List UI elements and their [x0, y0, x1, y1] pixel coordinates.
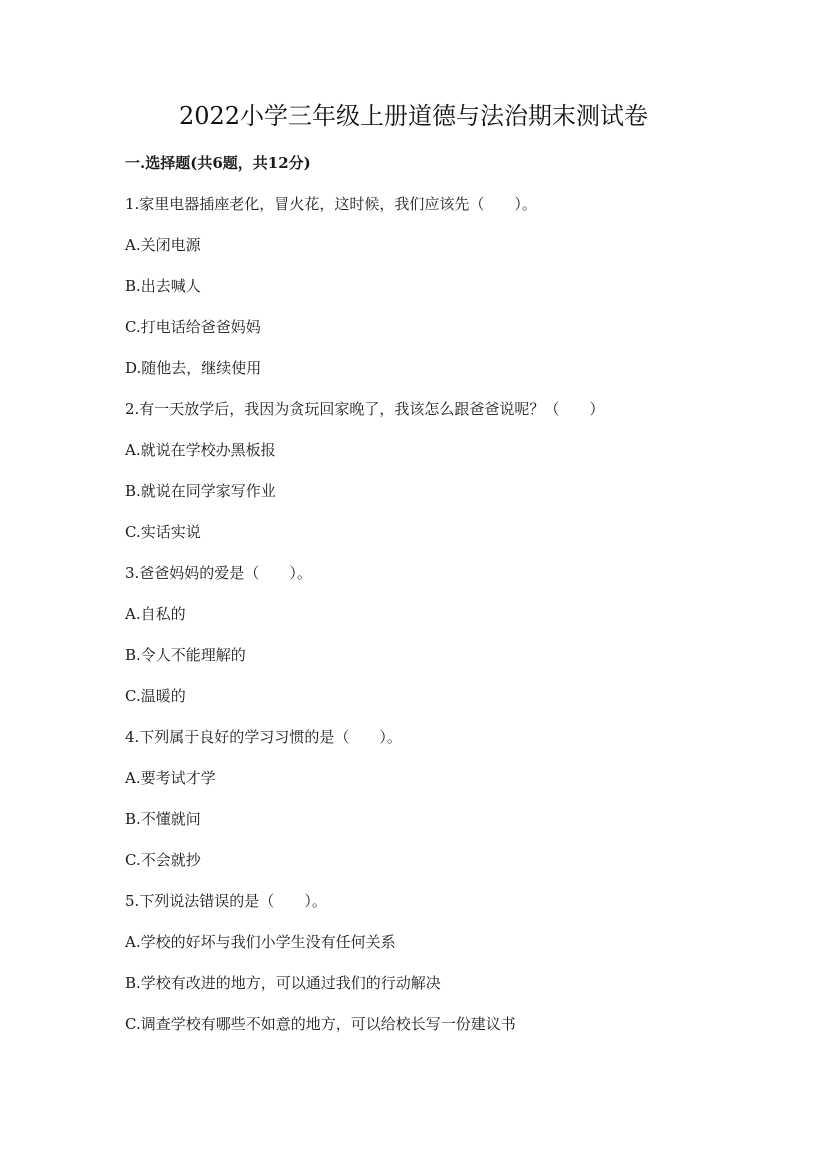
answer-option: B.就说在同学家写作业 — [125, 482, 276, 500]
answer-option: A.要考试才学 — [125, 769, 216, 787]
question-stem: 5.下列说法错误的是（ ）。 — [125, 892, 327, 910]
answer-option: C.不会就抄 — [125, 851, 201, 869]
question-block — [125, 722, 745, 886]
exam-content — [125, 148, 745, 1050]
question-stem: 2.有一天放学后，我因为贪玩回家晚了，我该怎么跟爸爸说呢？（ ） — [125, 400, 605, 418]
answer-option: B.令人不能理解的 — [125, 646, 246, 664]
answer-option: A.自私的 — [125, 605, 186, 623]
answer-option: B.不懂就问 — [125, 810, 201, 828]
answer-option: A.就说在学校办黑板报 — [125, 441, 276, 459]
answer-option: A.学校的好坏与我们小学生没有任何关系 — [125, 933, 396, 951]
page-title: 2022小学三年级上册道德与法治期末测试卷 — [178, 102, 649, 130]
question-stem: 3.爸爸妈妈的爱是（ ）。 — [125, 564, 312, 582]
question-stem: 4.下列属于良好的学习习惯的是（ ）。 — [125, 728, 402, 746]
question-block — [125, 189, 745, 394]
answer-option: C.打电话给爸爸妈妈 — [125, 318, 261, 336]
answer-option: A.关闭电源 — [125, 236, 201, 254]
answer-option: C.实话实说 — [125, 523, 201, 541]
answer-option: C.温暖的 — [125, 687, 186, 705]
question-block — [125, 394, 745, 558]
answer-option: D.随他去，继续使用 — [125, 359, 262, 377]
answer-option: B.学校有改进的地方，可以通过我们的行动解决 — [125, 974, 441, 992]
section-heading: 一.选择题(共6题，共12分) — [125, 154, 311, 172]
question-block — [125, 558, 745, 722]
question-stem: 1.家里电器插座老化，冒火花，这时候，我们应该先（ ）。 — [125, 195, 537, 213]
question-block — [125, 886, 745, 1050]
answer-option: B.出去喊人 — [125, 277, 201, 295]
answer-option: C.调查学校有哪些不如意的地方，可以给校长写一份建议书 — [125, 1015, 516, 1033]
